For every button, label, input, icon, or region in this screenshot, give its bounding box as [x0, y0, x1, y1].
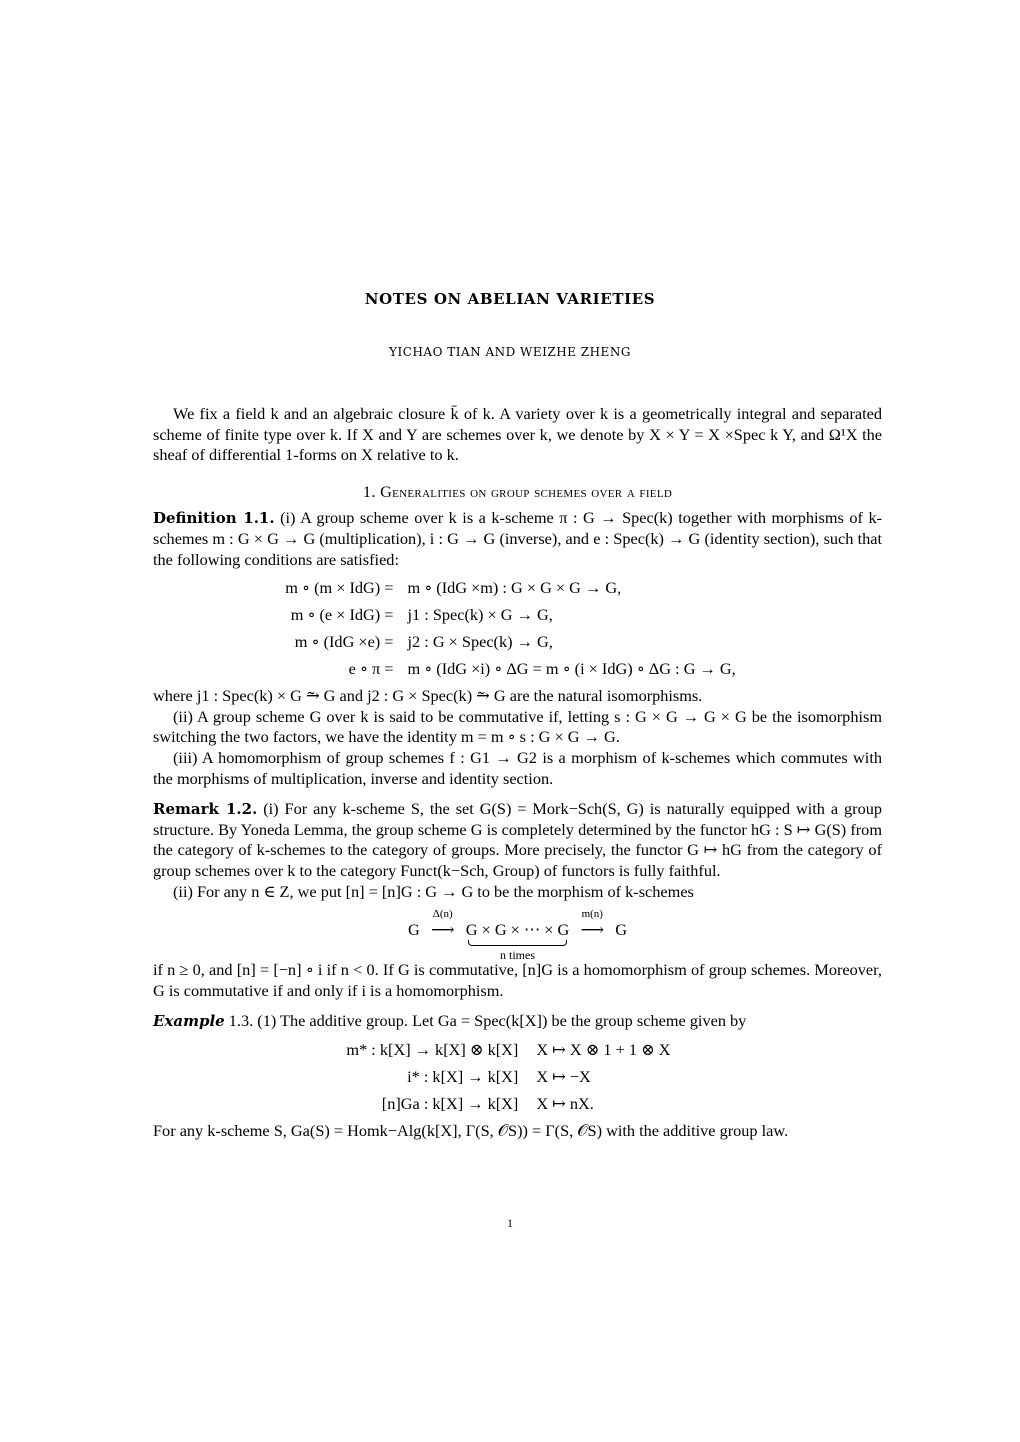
definition-part-ii: (ii) A group scheme G over k is said to be commutative if, letting s : G × G → G × G be the isomorphism switching the two factors, we have the identity m = m ∘ s : G × G → G.	[153, 706, 882, 747]
paper-title: NOTES ON ABELIAN VARIETIES	[364, 290, 656, 308]
definition-part-i	[153, 508, 882, 570]
equation-rhs: j2 : G × Spec(k) → G,	[407, 632, 553, 652]
definition-equations	[153, 574, 882, 682]
diagram-product: G × G × ⋯ × G	[465, 920, 570, 940]
diagram-left: G	[407, 920, 420, 940]
example-maps	[153, 1036, 882, 1117]
equation-lhs: m ∘ (e × IdG) =	[290, 605, 394, 625]
definition-after-equations: where j1 : Spec(k) × G ⥲ G and j2 : G × Spec(k) ⥲ G are the natural isomorphisms.	[153, 686, 703, 706]
example-rule: X ↦ X ⊗ 1 + 1 ⊗ X	[536, 1039, 671, 1059]
arrow-2-label: m(n)	[581, 908, 603, 921]
equation-rhs: j1 : Spec(k) × G → G,	[407, 605, 553, 625]
example-map: i* : k[X] → k[X]	[407, 1066, 519, 1086]
equation-lhs: m ∘ (m × IdG) =	[285, 578, 394, 598]
paper-authors: YICHAO TIAN AND WEIZHE ZHENG	[389, 345, 631, 359]
equation-rhs: m ∘ (IdG ×i) ∘ ΔG = m ∘ (i × IdG) ∘ ΔG : G → G,	[407, 659, 736, 679]
example-map: m* : k[X] → k[X] ⊗ k[X]	[346, 1039, 519, 1059]
remark-label: Remark 1.2.	[153, 800, 258, 819]
equation-lhs: e ∘ π =	[348, 659, 394, 679]
diagram-right: G	[615, 920, 628, 940]
remark-part-ii: (ii) For any n ∈ Z, we put [n] = [n]G : G → G to be the morphism of k-schemes	[173, 881, 694, 901]
arrow-1-label: Δ(n)	[432, 908, 453, 921]
example-rule: X ↦ −X	[536, 1066, 591, 1086]
section-heading: 1. Generalities on group schemes over a field	[362, 481, 673, 501]
diagram-middle	[466, 908, 570, 964]
paper-body	[153, 404, 882, 1141]
example-number: 1.3.	[228, 1011, 254, 1031]
example-intro-text: (1) The additive group. Let Ga = Spec(k[X]) be the group scheme given by	[257, 1011, 747, 1031]
intro-paragraph: We fix a field k and an algebraic closure k̄ of k. A variety over k is a geometrically integral and separated scheme of finite type over k. If X and Y are schemes over k, we denote by X × Y = X ×Spec k Y, and Ω¹X the sheaf of differential 1-forms on X relative to k.	[153, 404, 882, 465]
example-closing: For any k-scheme S, Ga(S) = Homk−Alg(k[X], Γ(S, 𝒪S)) = Γ(S, 𝒪S) with the additive group law.	[153, 1120, 789, 1140]
definition-part-i-text: (i) A group scheme over k is a k-scheme π : G → Spec(k) together with morphisms of k-schemes m : G × G → G (multiplication), i : G → G (inverse), and e : Spec(k) → G (identity section), such that the following conditions are satisfied:	[153, 508, 883, 569]
brace-label: n times	[500, 948, 535, 963]
definition-label: Definition 1.1.	[153, 509, 275, 528]
page-number: 1	[507, 1216, 513, 1230]
remark-part-i	[153, 799, 882, 881]
example-label: Example	[153, 1012, 225, 1031]
remark-after-diagram: if n ≥ 0, and [n] = [−n] ∘ i if n < 0. If G is commutative, [n]G is a homomorphism of group schemes. Moreover, G is commutative if and only if i is a homomorphism.	[153, 960, 882, 1000]
equation-rhs: m ∘ (IdG ×m) : G × G × G → G,	[407, 578, 622, 598]
definition-part-iii: (iii) A homomorphism of group schemes f : G1 → G2 is a morphism of k-schemes which commutes with the morphisms of multiplication, inverse and identity section.	[153, 747, 882, 788]
power-map-diagram	[153, 908, 882, 963]
example-rule: X ↦ nX.	[536, 1093, 594, 1113]
example-intro	[153, 1011, 882, 1032]
example-map: [n]Ga : k[X] → k[X]	[381, 1093, 519, 1113]
equation-lhs: m ∘ (IdG ×e) =	[294, 632, 394, 652]
diagram-arrow-2: m(n) ⟶	[569, 908, 615, 940]
remark-part-i-text: (i) For any k-scheme S, the set G(S) = Mork−Sch(S, G) is naturally equipped with a group structure. By Yoneda Lemma, the group scheme G is completely determined by the functor hG : S ↦ G(S) from the category of k-schemes to the category of groups. More precisely, the functor G ↦ hG from the category of group schemes over k to the category Funct(k−Sch, Group) of functors is fully faithful.	[153, 799, 882, 880]
diagram-arrow-1: Δ(n) ⟶	[420, 908, 466, 940]
